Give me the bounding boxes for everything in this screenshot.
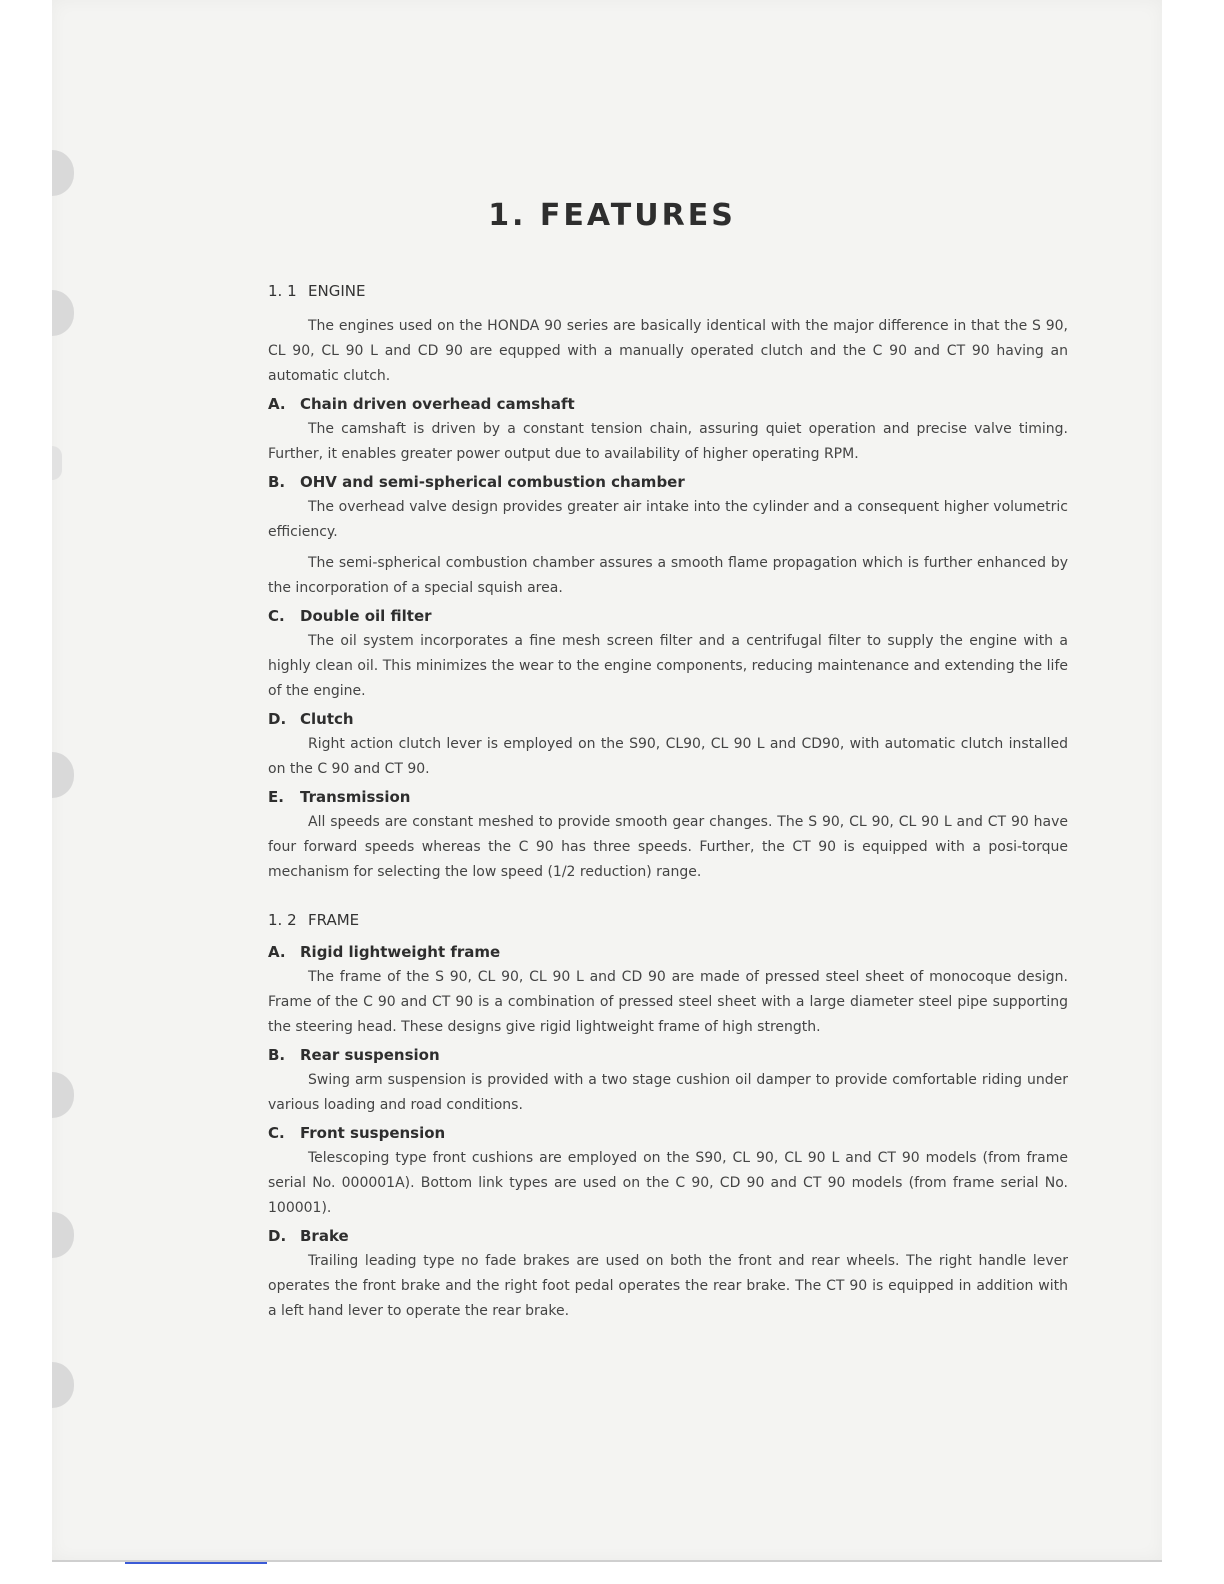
subsection-heading: B. Rear suspension [268,1046,440,1064]
subsection-heading: A. Chain driven overhead camshaft [268,395,575,413]
section-number: 1. 1 [268,282,297,300]
paragraph: Right action clutch lever is employed on the S90, CL90, CL 90 L and CD90, with automatic clutch installed on the C 90 and CT 90. [268,736,1068,777]
section-title: ENGINE [308,282,366,300]
subsection-heading: B. OHV and semi-spherical combustion chamber [268,473,685,491]
blue-underline-mark [125,1562,267,1564]
subsection-heading: C. Front suspension [268,1124,446,1142]
section-number: 1. 2 [268,911,297,929]
section-title: FRAME [308,911,360,929]
paragraph: The camshaft is driven by a constant tension chain, assuring quiet operation and precise valve timing. Further, it enables greater power output due to availability of higher operating RPM. [268,421,1068,462]
paragraph: The semi-spherical combustion chamber assures a smooth flame propagation which is further enhanced by the incorporation of a special squish area. [268,555,1068,596]
subsection-heading: C. Double oil filter [268,607,432,625]
subsection-heading: E. Transmission [268,788,411,806]
punch-hole [52,446,62,480]
section-heading-frame [268,911,1068,929]
paragraph: The oil system incorporates a fine mesh screen filter and a centrifugal filter to supply the engine with a highly clean oil. This minimizes the wear to the engine components, reducing maintenance and extending the life of the engine. [268,633,1068,699]
section-heading-engine [268,282,1068,300]
paragraph: Telescoping type front cushions are employed on the S90, CL 90, CL 90 L and CT 90 models (from frame serial No. 000001A). Bottom link types are used on the C 90, CD 90 and CT 90 models (from frame serial No. 100001). [268,1150,1068,1216]
section-intro: The engines used on the HONDA 90 series are basically identical with the major difference in that the S 90, CL 90, CL 90 L and CD 90 are equpped with a manually operated clutch and the C 90 and CT 90 having an automatic clutch. [268,318,1068,384]
subsection-heading: D. Brake [268,1227,349,1245]
subsection-heading: A. Rigid lightweight frame [268,943,501,961]
paragraph: All speeds are constant meshed to provide smooth gear changes. The S 90, CL 90, CL 90 L and CT 90 have four forward speeds whereas the C 90 has three speeds. Further, the CT 90 is equipped with a posi-torque mechanism for selecting the low speed (1/2 reduction) range. [268,814,1068,880]
paragraph: The frame of the S 90, CL 90, CL 90 L and CD 90 are made of pressed steel sheet of monocoque design. Frame of the C 90 and CT 90 is a combination of pressed steel sheet with a large diameter steel pipe supporting the steering head. These designs give rigid lightweight frame of high strength. [268,969,1068,1035]
subsection-heading: D. Clutch [268,710,354,728]
document-body [268,282,1068,1330]
paragraph: The overhead valve design provides greater air intake into the cylinder and a consequent higher volumetric efficiency. [268,499,1068,540]
page-title: 1. FEATURES [488,198,736,233]
paragraph: Swing arm suspension is provided with a two stage cushion oil damper to provide comfortable riding under various loading and road conditions. [268,1072,1068,1113]
paragraph: Trailing leading type no fade brakes are used on both the front and rear wheels. The right handle lever operates the front brake and the right foot pedal operates the rear brake. The CT 90 is equipped in addition with a left hand lever to operate the rear brake. [268,1253,1068,1319]
